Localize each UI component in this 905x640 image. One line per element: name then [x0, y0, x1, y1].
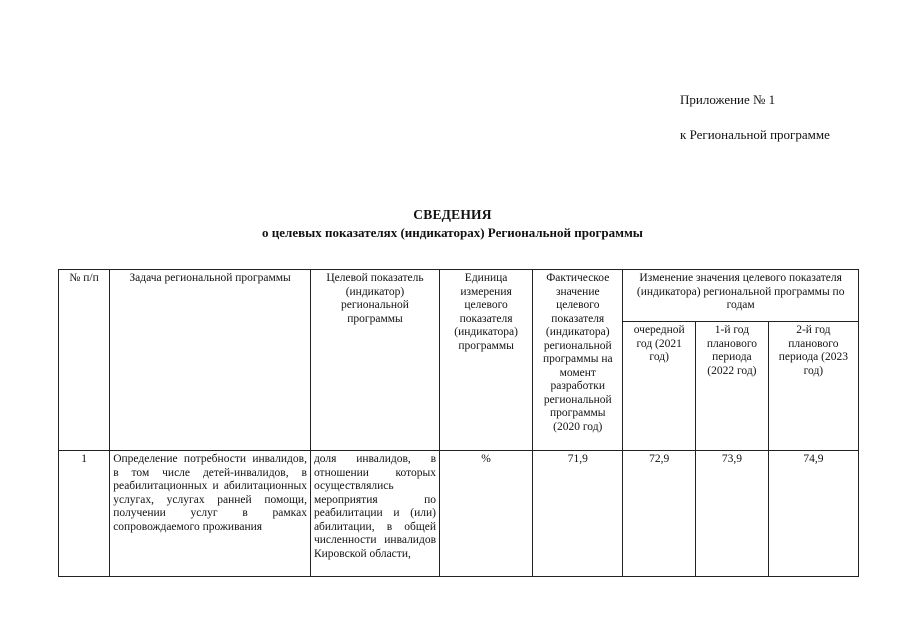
header-task: Задача региональной программы	[110, 270, 311, 451]
header-year-2021: очередной год (2021 год)	[623, 322, 696, 451]
header-year-2023: 2-й год планового периода (2023 год)	[768, 322, 858, 451]
table-row	[59, 451, 859, 577]
document-subtitle: о целевых показателях (индикаторах) Региональной программы	[262, 225, 643, 240]
cell-value-2021: 72,9	[623, 451, 696, 577]
document-title: СВЕДЕНИЯ	[413, 207, 492, 222]
cell-task: Определение потребности инвалидов, в том числе детей-инвалидов, в реабилитационных и абилитационных услугах, услугах ранней помощи, получении услуг в рамках сопровождаемого проживания	[110, 451, 311, 577]
cell-value-2022: 73,9	[696, 451, 769, 577]
header-actual-2020: Фактическое значение целевого показателя (индикатора) региональной программы на момент разработки региональной программы (2020 год)	[533, 270, 623, 451]
appendix-number: Приложение № 1	[680, 92, 776, 107]
appendix-reference: к Региональной программе	[680, 127, 830, 142]
header-year-2022: 1-й год планового периода (2022 год)	[696, 322, 769, 451]
header-unit: Единица измерения целевого показателя (индикатора) программы	[440, 270, 533, 451]
cell-num: 1	[59, 451, 110, 577]
table-header-row	[59, 270, 859, 322]
indicators-table	[58, 269, 859, 577]
cell-indicator: доля инвалидов, в отношении которых осуществлялись мероприятия по реабилитации и (или) абилитации, в общей численности инвалидов Кировской области,	[310, 451, 439, 577]
header-num: № п/п	[59, 270, 110, 451]
cell-actual-2020: 71,9	[533, 451, 623, 577]
header-change-by-years: Изменение значения целевого показателя (индикатора) региональной программы по годам	[623, 270, 859, 322]
cell-unit: %	[440, 451, 533, 577]
cell-value-2023: 74,9	[768, 451, 858, 577]
header-indicator: Целевой показатель (индикатор) региональной программы	[310, 270, 439, 451]
